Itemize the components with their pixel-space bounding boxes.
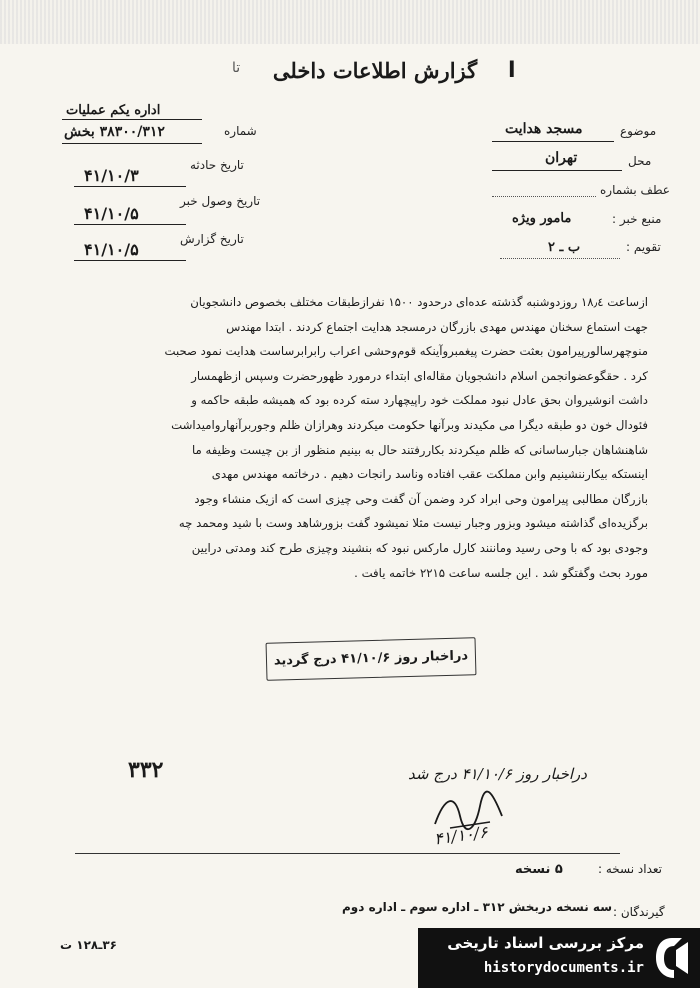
received-date-underline [74, 224, 186, 225]
report-body [40, 290, 648, 585]
publication-stamp: دراخبار روز ۴۱/۱۰/۶ درج گردید [266, 637, 477, 680]
copies-value: ۵ نسخه [515, 862, 563, 877]
place-label: محل [628, 154, 652, 168]
subject-label: موضوع [620, 124, 657, 138]
report-date-underline [74, 260, 186, 261]
incident-date-value: ۴۱/۱۰/۳ [84, 166, 139, 185]
footer-divider [75, 853, 620, 854]
rating-value: ب ـ ۲ [548, 240, 581, 255]
ref-number-dotline [492, 196, 596, 197]
body-line: ازساعت ۱۸٫٤ روزدوشنبه گذشته عده‌ای درحدود ۱۵۰۰ نفرازطبقات مختلف بخصوص دانشجویان [190, 295, 648, 309]
body-line: منوچهرسالورپیرامون بعثت حضرت پیغمبروآینکه قوم‌وحشی اعراب رابرابرساست هدایت نمود صحبت [164, 344, 648, 359]
source-value: مامور ویژه [512, 211, 572, 226]
corner-mark-small: تا [232, 60, 241, 76]
body-line: مورد بحث وگفتگو شد . این جلسه ساعت ۲۲۱۵ خاتمه یافت . [354, 565, 648, 580]
number-value: ۳۸۳۰۰/۳۱۲ بخش [64, 124, 165, 140]
handwritten-note: دراخبار روز ۴۱/۱۰/۶ درج شد [408, 765, 587, 783]
rating-dotline [500, 258, 620, 259]
body-line: کرد . حقگوعضوانجمن اسلام دانشجویان مقاله‌ای ابتداء درمورد ظهورحضرت وسپس ازظهمسار [191, 368, 648, 383]
body-line: برگزیده‌ای گذاشته میشود وبزور وجبار نیست مثلا نمیشود گفت بزورشاهد وست با شید ومحمد چه [178, 516, 648, 531]
body-line: شاهنشاهان جبارساسانی که ظلم میکردند بکاررفتند حال به بینیم منظور از بن چیست وظیفه ما [191, 442, 648, 457]
subject-underline [492, 141, 614, 142]
report-title: گزارش اطلاعات داخلی [272, 58, 478, 83]
received-date-label: تاریخ وصول خبر [180, 194, 261, 208]
place-value: تهران [545, 150, 578, 166]
report-date-label: تاریخ گزارش [180, 232, 244, 246]
body-line: اینستکه بیکارننشینیم وابن مملکت عقب افتاده وناسد رانجات دهیم . درخاتمه مهندس مهدی [211, 467, 648, 482]
scan-edge-band [0, 0, 700, 44]
recipients-label: گیرندگان : [613, 905, 665, 919]
document-code: ۳۶ـ۱۲۸ ت [60, 938, 117, 952]
report-date-value: ۴۱/۱۰/۵ [84, 240, 139, 259]
number-office-value: اداره یکم عملیات [66, 103, 161, 118]
received-date-value: ۴۱/۱۰/۵ [84, 204, 139, 223]
subject-value: مسجد هدایت [505, 121, 583, 137]
place-underline [492, 170, 622, 171]
recipients-value: سه نسخه دربخش ۳۱۲ ـ اداره سوم ـ اداره دوم [342, 900, 612, 914]
copies-label: تعداد نسخه : [598, 862, 663, 876]
archive-watermark [418, 928, 700, 988]
archive-logo-icon [652, 934, 692, 982]
incident-date-label: تاریخ حادثه [190, 158, 244, 172]
source-label: منبع خبر : [612, 212, 662, 226]
signature-date: ۴۱/۱۰/۶ [432, 822, 489, 849]
body-line: جهت استماع سخنان مهندس مهدی بازرگان درمسجد هدایت اجتماع کردند . ابتدا مهندس [226, 319, 648, 334]
number-underline [62, 143, 202, 144]
incident-date-underline [74, 186, 186, 187]
rating-label: تقویم : [626, 240, 661, 254]
body-line: فئودال خون دو طبقه دیگرا می مکیدند وبرآنها حکومت میکردند وهرازان ظلم وجوربرآنهاروامیداشت [171, 417, 648, 432]
ref-number-label: عطف بشماره [600, 183, 670, 197]
archive-url[interactable]: historydocuments.ir [483, 960, 644, 976]
corner-mark: ا [508, 58, 516, 83]
body-line: داشت انوشیروان بحق عادل نبود مملکت خود راپیچهارد سته کرده بود که همیشه طبقه حاکمه و [191, 393, 648, 408]
body-line: وجودی بود که با وحی رسید وماننند کارل مارکس نبود که بنشیند وچیزی طرح کند ومدتی درایین [191, 540, 648, 555]
body-line: بازرگان مطالبی پیرامون وحی ابراد کرد وضمن آن گفت وحی چیزی است که ازیک منشاء وجود [194, 491, 648, 506]
handwritten-number: ۳۳۲ [128, 757, 164, 783]
archive-name: مرکز بررسی اسناد تاریخی [447, 934, 644, 952]
number-label: شماره [224, 124, 257, 138]
number-office-underline [62, 119, 202, 120]
